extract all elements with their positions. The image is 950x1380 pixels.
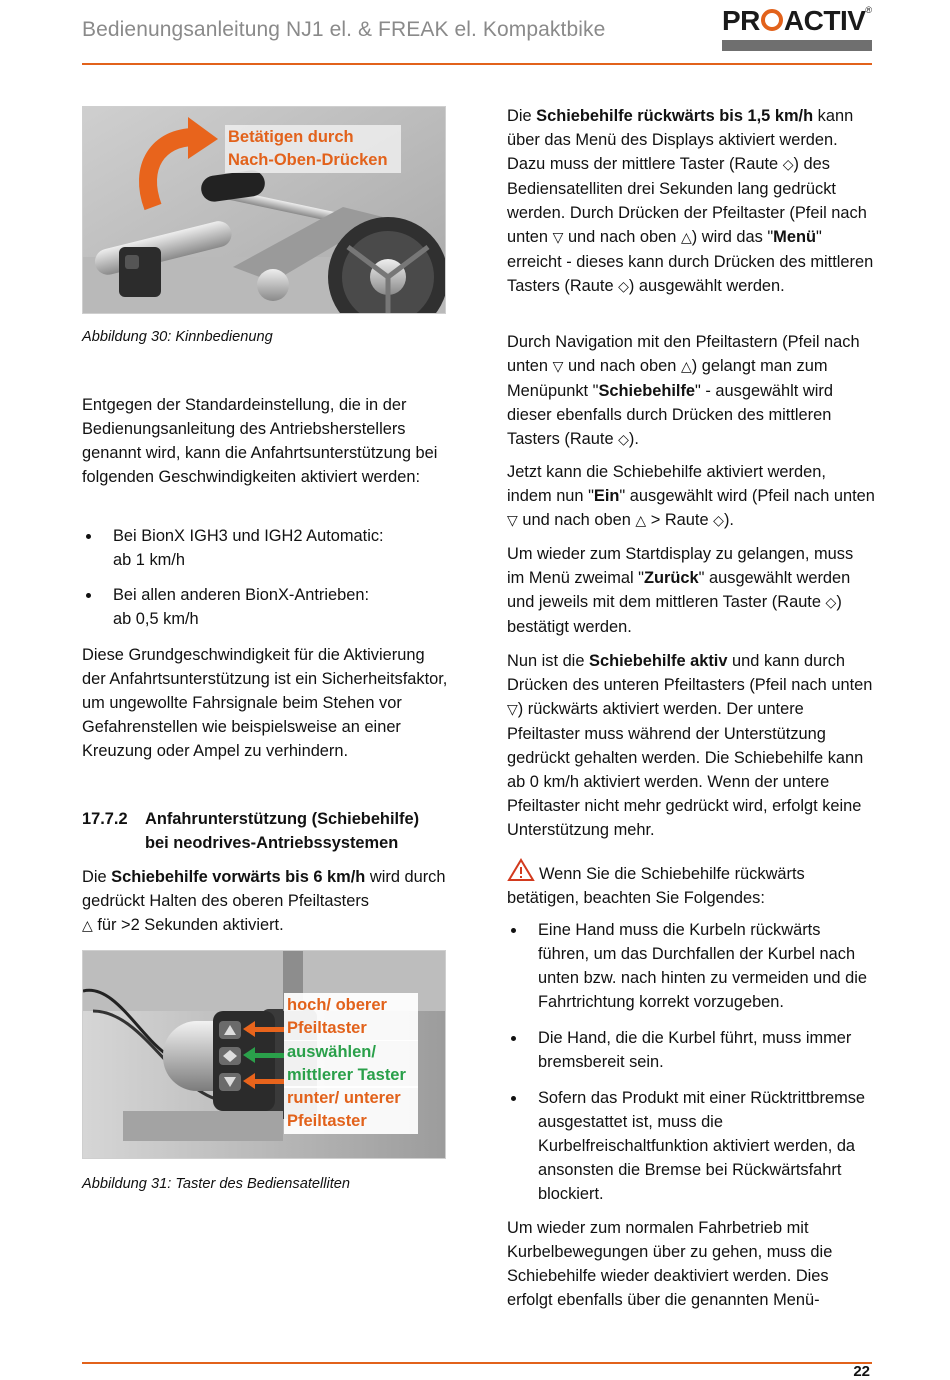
down-arrow-icon: ▽ bbox=[552, 359, 564, 375]
figure-30-chin-control-photo bbox=[82, 106, 446, 314]
up-arrow-icon: △ bbox=[635, 513, 647, 529]
header-rule bbox=[82, 63, 872, 65]
section-title-line-1: Anfahrunterstützung (Schiebehilfe) bbox=[145, 810, 420, 828]
up-arrow-icon: △ bbox=[680, 359, 692, 375]
list-item: Eine Hand muss die Kurbeln rückwärts führen, um das Durchfallen der Kurbel nach unten bzw. nach hinten zu vermeiden und die Fahrtrichtung korrekt vorzugeben. bbox=[507, 918, 875, 1014]
page-number: 22 bbox=[853, 1363, 870, 1380]
footer-rule bbox=[82, 1362, 872, 1364]
figure-31-label-select: auswählen/ mittlerer Taster bbox=[284, 1040, 418, 1088]
diamond-icon: ◇ bbox=[618, 432, 629, 448]
push-assist-paragraph: Die Schiebehilfe vorwärts bis 6 km/h wird durch gedrückt Halten des oberen Pfeiltasters △ für >2 Sekunden aktiviert. bbox=[82, 868, 446, 934]
up-arrow-icon: △ bbox=[82, 918, 93, 934]
warning-icon bbox=[507, 858, 535, 882]
list-item: Die Hand, die die Kurbel führt, muss immer bremsbereit sein. bbox=[507, 1026, 875, 1074]
assist-active-paragraph: Nun ist die Schiebehilfe aktiv und kann durch Drücken des unteren Pfeiltasters (Pfeil nach unten ▽) rückwärts aktiviert werden. Der untere Pfeiltaster muss während der Unterstützung gedrückt gehalten werden. Die Schiebehilfe kann ab 0 km/h aktiviert werden. Wenn der untere Pfeiltaster nicht mehr gedrückt wird, erfolgt keine Unterstützung mehr. bbox=[507, 652, 873, 839]
return-start-paragraph: Um wieder zum Startdisplay zu gelangen, muss im Menü zweimal "Zurück" ausgewählt werden und jeweils mit dem mittleren Taster (Raute ◇) bestätigt werden. bbox=[507, 545, 854, 636]
section-title-line-2: bei neodrives-Antriebssystemen bbox=[145, 834, 399, 852]
figure-31-caption: Abbildung 31: Taster des Bediensatelliten bbox=[82, 1176, 351, 1192]
diamond-icon: ◇ bbox=[713, 513, 724, 529]
figure-31-label-down: runter/ unterer Pfeiltaster bbox=[284, 1086, 418, 1134]
activate-paragraph: Jetzt kann die Schiebehilfe aktiviert werden, indem nun "Ein" ausgewählt wird (Pfeil nach unten ▽ und nach oben △ > Raute ◇). bbox=[507, 463, 875, 529]
list-item: Bei allen anderen BionX-Antrieben: ab 0,5 km/h bbox=[82, 583, 450, 631]
closing-paragraph: Um wieder zum normalen Fahrbetrieb mit Kurbelbewegungen über zu gehen, muss die Schiebehilfe wieder deaktiviert werden. Dies erfolgt ebenfalls über die genannten Menü- bbox=[507, 1219, 833, 1309]
document-title: Bedienungsanleitung NJ1 el. & FREAK el. Kompaktbike bbox=[82, 18, 606, 41]
menu-navigation-paragraph: Durch Navigation mit den Pfeiltastern (Pfeil nach unten ▽ und nach oben △) gelangt man zum Menüpunkt "Schiebehilfe" - ausgewählt wird dieser ebenfalls durch Drücken des mittleren Tasters (Raute ◇). bbox=[507, 333, 860, 448]
figure-31-label-up: hoch/ oberer Pfeiltaster bbox=[284, 993, 418, 1041]
figure-30-caption: Abbildung 30: Kinnbedienung bbox=[82, 329, 273, 345]
base-speed-paragraph: Diese Grundgeschwindigkeit für die Aktivierung der Anfahrtsunterstützung ist ein Sicherheitsfaktor, um ungewollte Fahrsignale beim Stehen vor Gefahrenstellen wie beispielsweise an einer Kreuzung oder Ampel zu verhindern. bbox=[82, 646, 448, 760]
diamond-icon: ◇ bbox=[618, 279, 629, 295]
down-arrow-icon: ▽ bbox=[507, 513, 518, 529]
up-arrow-icon: △ bbox=[680, 230, 692, 246]
figure-31-satellite-buttons-photo bbox=[82, 950, 446, 1159]
intro-paragraph: Entgegen der Standardeinstellung, die in der Bedienungsanleitung des Antriebsherstellers genannt wird, kann die Anfahrtsunterstützung bei folgenden Geschwindigkeiten aktiviert werden: bbox=[82, 396, 438, 486]
list-item: Sofern das Produkt mit einer Rücktrittbremse ausgestattet ist, muss die Kurbelfreischaltfunktion aktiviert werden, da ansonsten die Bremse bei Rückwärtsfahrt blockiert. bbox=[507, 1086, 875, 1206]
list-item: Bei BionX IGH3 und IGH2 Automatic: ab 1 km/h bbox=[82, 524, 450, 572]
figure-30-label: Betätigen durch Nach-Oben-Drücken bbox=[225, 125, 401, 173]
down-arrow-icon: ▽ bbox=[507, 702, 518, 718]
proactiv-logo: PR ACTIV® bbox=[718, 5, 878, 53]
down-arrow-icon: ▽ bbox=[552, 230, 564, 246]
diamond-icon: ◇ bbox=[825, 595, 837, 611]
section-number: 17.7.2 bbox=[82, 810, 128, 828]
warning-paragraph: Wenn Sie die Schiebehilfe rückwärts betätigen, beachten Sie Folgendes: bbox=[507, 858, 875, 910]
diamond-icon: ◇ bbox=[782, 157, 794, 173]
warning-bullet-list bbox=[507, 918, 875, 1206]
reverse-assist-paragraph: Die Schiebehilfe rückwärts bis 1,5 km/h kann über das Menü des Displays aktiviert werden. Dazu muss der mittlere Taster (Raute ◇) des Bediensatelliten drei Sekunden lang gedrückt werden. Durch Drücken der Pfeiltaster (Pfeil nach unten ▽ und nach oben △) wird das "Menü" erreicht - dieses kann durch Drücken des mittleren Tasters (Raute ◇) ausgewählt werden. bbox=[507, 107, 874, 295]
section-heading-17-7-2 bbox=[82, 807, 450, 855]
speed-bullet-list bbox=[82, 524, 450, 631]
